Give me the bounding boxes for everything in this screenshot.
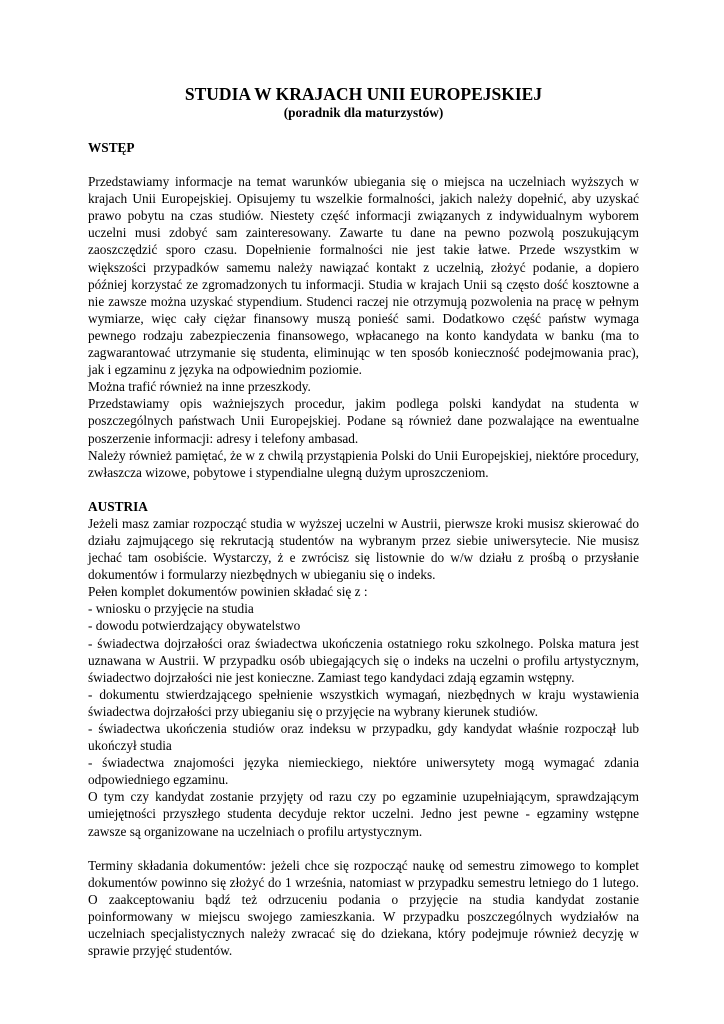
intro-section [88,139,639,481]
intro-paragraph-2: Można trafić również na inne przeszkody. [88,379,311,395]
list-item: - dokumentu stwierdzającego spełnienie wszystkich wymagań, niezbędnych w kraju wystawienia świadectwa dojrzałości przy ubieganiu się o przyjęcie na wybrany kierunek studiów. [88,686,639,719]
austria-section [88,498,639,959]
austria-deadlines-paragraph: Terminy składania dokumentów: jeżeli chce się rozpocząć naukę od semestru zimowego to komplet dokumentów powinno się złożyć do 1 września, natomiast w przypadku semestru letniego do 1 lutego. O zaakceptowaniu bądź też odrzuceniu podania o przyjęcie na studia kandydat zostanie poinformowany w miejscu swojego zamieszkania. W przypadku poszczególnych wydziałów na uczelniach specjalistycznych należy zwracać się do dziekana, który podejmuje również decyzję w sprawie przyjęć studentów. [88,857,639,959]
austria-documents-list [88,600,639,788]
austria-heading: AUSTRIA [88,498,148,514]
austria-closing-paragraph: O tym czy kandydat zostanie przyjęty od razu czy po egzaminie uzupełniającym, sprawdzającym umiejętności przyszłego studenta decyduje rektor uczelni. Jedno jest pewne - egzaminy wstępne zawsze są organizowane na uczelniach o profilu artystycznym. [88,789,639,839]
document-page [88,84,639,959]
intro-paragraph-3: Przedstawiamy opis ważniejszych procedur, jakim podlega polski kandydat na studenta w poszczególnych państwach Unii Europejskiej. Podane są również dane pozwalające na ewentualne poszerzenie informacji: adresy i telefony ambasad. [88,396,639,446]
intro-paragraph-1: Przedstawiamy informacje na temat warunków ubiegania się o miejsca na uczelniach wyższych w krajach Unii Europejskiej. Opisujemy tu wszelkie formalności, jakich należy dopełnić, aby uzyskać prawo pobytu na czas studiów. Niestety część informacji związanych z indywidualnym wyborem uczelni musi zdobyć sam zainteresowany. Zawarte tu dane na pewno pozwolą poszukującym zaoszczędzić sporo czasu. Dopełnienie formalności nie jest takie łatwe. Przede wszystkim w większości przypadków samemu należy nawiązać kontakt z uczelnią, złożyć podanie, a dopiero później korzystać ze zgromadzonych tu informacji. Studia w krajach Unii są często dość kosztowne a nie zawsze można uzyskać stypendium. Studenci raczej nie otrzymują pozwolenia na pracę w pełnym wymiarze, więc cały ciężar finansowy muszą ponieść sami. Dodatkowo część państw wymaga pewnego rodzaju zabezpieczenia finansowego, wpłacanego na konto kandydata w banku (ma to zagwarantować utrzymanie się studenta, eliminując w ten sposób konieczność podejmowania prac), jak i egzaminu z języka na odpowiednim poziomie. [88,174,639,378]
document-title: STUDIA W KRAJACH UNII EUROPEJSKIEJ [184,84,543,104]
list-item: - świadectwa dojrzałości oraz świadectwa ukończenia ostatniego roku szkolnego. Polska matura jest uznawana w Austrii. W przypadku osób ubiegających się o indeks na uczelni o profilu artystycznym, świadectwo dojrzałości nie jest konieczne. Zamiast tego kandydaci zdają egzamin wstępny. [88,635,639,685]
document-subtitle: (poradnik dla maturzystów) [283,105,444,120]
austria-paragraph-2: Pełen komplet dokumentów powinien składać się z : [88,584,368,600]
austria-paragraph-1: Jeżeli masz zamiar rozpocząć studia w wyższej uczelni w Austrii, pierwsze kroki musisz skierować do działu zajmującego się rekrutacją studentów na wybranym przez siebie uniwersytecie. Nie musisz jechać tam osobiście. Wystarczy, ż e zwrócisz się listownie do w/w działu z prośbą o przysłanie dokumentów i formularzy niezbędnych w ubieganiu się o indeks. [88,515,639,583]
intro-paragraph-4: Należy również pamiętać, że w z chwilą przystąpienia Polski do Unii Europejskiej, niektóre procedury, zwłaszcza wizowe, pobytowe i stypendialne ulegną dużym uproszczeniom. [88,447,639,480]
intro-heading: WSTĘP [88,140,135,155]
list-item: - świadectwa ukończenia studiów oraz indeksu w przypadku, gdy kandydat właśnie rozpoczął lub ukończył studia [88,721,639,754]
list-item: - świadectwa znajomości języka niemieckiego, niektóre uniwersytety mogą wymagać zdania odpowiedniego egzaminu. [88,755,639,788]
list-item: - dowodu potwierdzający obywatelstwo [88,618,301,634]
list-item: - wniosku o przyjęcie na studia [88,601,254,617]
